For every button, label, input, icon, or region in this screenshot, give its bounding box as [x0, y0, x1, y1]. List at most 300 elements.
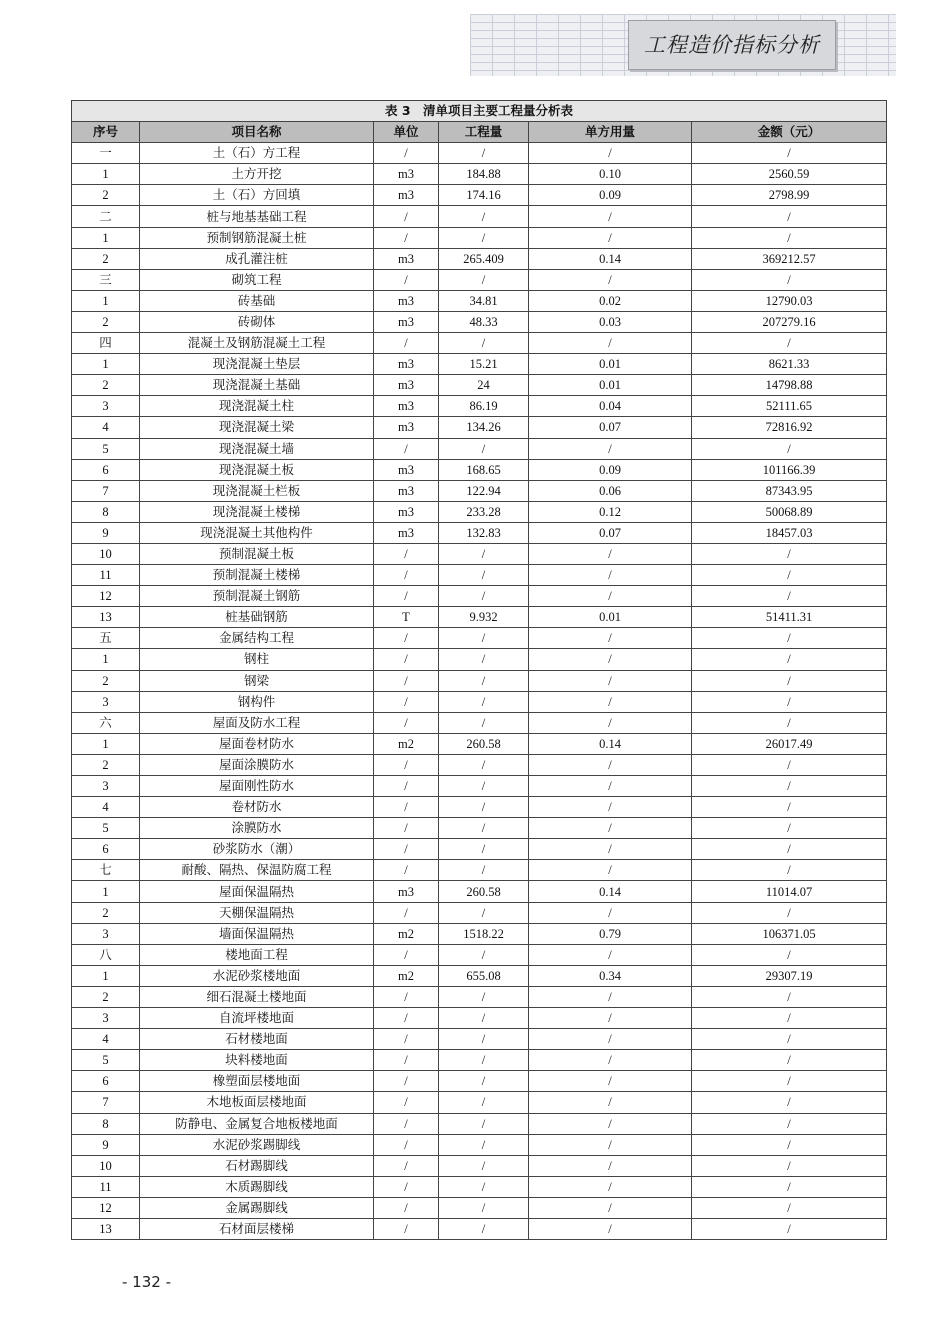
cell-unit: /: [374, 1071, 439, 1092]
cell-index: 2: [72, 185, 140, 206]
cell-quantity: /: [439, 860, 529, 881]
cell-amount: /: [692, 1050, 887, 1071]
cell-amount: /: [692, 670, 887, 691]
cell-unit: m3: [374, 164, 439, 185]
cell-unit-usage: /: [529, 1197, 692, 1218]
cell-unit-usage: 0.01: [529, 607, 692, 628]
table-row: [72, 543, 887, 564]
cell-quantity: 134.26: [439, 417, 529, 438]
table-row: [72, 1092, 887, 1113]
table-row: [72, 248, 887, 269]
cell-amount: 11014.07: [692, 881, 887, 902]
table-row: [72, 965, 887, 986]
cell-unit: /: [374, 1218, 439, 1239]
cell-unit-usage: 0.01: [529, 354, 692, 375]
cell-amount: 207279.16: [692, 311, 887, 332]
cell-amount: /: [692, 438, 887, 459]
cell-unit-usage: /: [529, 438, 692, 459]
cell-unit: m2: [374, 733, 439, 754]
cell-unit: /: [374, 1113, 439, 1134]
cell-unit-usage: 0.02: [529, 290, 692, 311]
cell-unit: /: [374, 1134, 439, 1155]
cell-unit-usage: 0.07: [529, 522, 692, 543]
cell-item-name: 现浇混凝土基础: [140, 375, 374, 396]
cell-quantity: /: [439, 438, 529, 459]
table-row: [72, 417, 887, 438]
cell-unit: T: [374, 607, 439, 628]
table-row: [72, 670, 887, 691]
table-row: [72, 565, 887, 586]
cell-index: 13: [72, 1218, 140, 1239]
cell-amount: 2798.99: [692, 185, 887, 206]
cell-unit-usage: 0.09: [529, 185, 692, 206]
cell-item-name: 耐酸、隔热、保温防腐工程: [140, 860, 374, 881]
cell-item-name: 屋面涂膜防水: [140, 754, 374, 775]
table-row: [72, 986, 887, 1007]
cell-index: 13: [72, 607, 140, 628]
cell-amount: /: [692, 649, 887, 670]
cell-unit: /: [374, 797, 439, 818]
table-row: [72, 185, 887, 206]
cell-amount: /: [692, 586, 887, 607]
table-row: [72, 628, 887, 649]
cell-unit-usage: /: [529, 227, 692, 248]
cell-unit: m3: [374, 459, 439, 480]
cell-item-name: 现浇混凝土栏板: [140, 480, 374, 501]
cell-quantity: /: [439, 649, 529, 670]
cell-item-name: 木质踢脚线: [140, 1176, 374, 1197]
cell-unit: m3: [374, 375, 439, 396]
cell-item-name: 预制钢筋混凝土桩: [140, 227, 374, 248]
cell-unit-usage: /: [529, 565, 692, 586]
cell-index: 1: [72, 227, 140, 248]
cell-unit-usage: 0.06: [529, 480, 692, 501]
cell-quantity: /: [439, 333, 529, 354]
cell-amount: /: [692, 1218, 887, 1239]
cell-index: 3: [72, 776, 140, 797]
cell-index: 9: [72, 1134, 140, 1155]
table-row: [72, 818, 887, 839]
quantity-analysis-table: [71, 100, 887, 1240]
cell-amount: 51411.31: [692, 607, 887, 628]
cell-amount: /: [692, 1071, 887, 1092]
cell-unit: m3: [374, 290, 439, 311]
cell-amount: /: [692, 565, 887, 586]
cell-amount: /: [692, 902, 887, 923]
table-row: [72, 311, 887, 332]
cell-quantity: 174.16: [439, 185, 529, 206]
cell-index: 一: [72, 143, 140, 164]
cell-quantity: 24: [439, 375, 529, 396]
column-header-amount: 金额（元）: [692, 122, 887, 143]
cell-item-name: 桩与地基基础工程: [140, 206, 374, 227]
cell-index: 八: [72, 944, 140, 965]
cell-index: 六: [72, 712, 140, 733]
cell-index: 1: [72, 649, 140, 670]
table-caption: 表 3 清单项目主要工程量分析表: [72, 101, 887, 122]
cell-quantity: 260.58: [439, 733, 529, 754]
cell-quantity: /: [439, 902, 529, 923]
cell-item-name: 土（石）方工程: [140, 143, 374, 164]
cell-quantity: /: [439, 1092, 529, 1113]
cell-quantity: /: [439, 754, 529, 775]
cell-index: 4: [72, 417, 140, 438]
cell-index: 11: [72, 1176, 140, 1197]
cell-amount: 12790.03: [692, 290, 887, 311]
table-row: [72, 1218, 887, 1239]
cell-item-name: 墙面保温隔热: [140, 923, 374, 944]
cell-unit-usage: 0.04: [529, 396, 692, 417]
cell-unit-usage: /: [529, 860, 692, 881]
cell-index: 七: [72, 860, 140, 881]
cell-quantity: /: [439, 1050, 529, 1071]
cell-quantity: /: [439, 565, 529, 586]
cell-amount: 87343.95: [692, 480, 887, 501]
table-row: [72, 1008, 887, 1029]
cell-unit: /: [374, 860, 439, 881]
cell-item-name: 预制混凝土板: [140, 543, 374, 564]
cell-unit-usage: 0.79: [529, 923, 692, 944]
cell-unit-usage: 0.14: [529, 248, 692, 269]
cell-unit: m2: [374, 923, 439, 944]
cell-item-name: 现浇混凝土垫层: [140, 354, 374, 375]
table-row: [72, 459, 887, 480]
cell-item-name: 屋面及防水工程: [140, 712, 374, 733]
cell-quantity: 265.409: [439, 248, 529, 269]
cell-amount: 2560.59: [692, 164, 887, 185]
cell-unit-usage: /: [529, 628, 692, 649]
cell-index: 8: [72, 1113, 140, 1134]
column-header-item-name: 项目名称: [140, 122, 374, 143]
cell-unit: /: [374, 776, 439, 797]
table-row: [72, 375, 887, 396]
cell-unit: /: [374, 438, 439, 459]
cell-item-name: 橡塑面层楼地面: [140, 1071, 374, 1092]
section-title: 工程造价指标分析: [628, 20, 836, 70]
cell-quantity: /: [439, 628, 529, 649]
cell-index: 1: [72, 881, 140, 902]
cell-index: 9: [72, 522, 140, 543]
cell-index: 1: [72, 290, 140, 311]
cell-unit: /: [374, 944, 439, 965]
cell-quantity: /: [439, 1155, 529, 1176]
cell-item-name: 现浇混凝土其他构件: [140, 522, 374, 543]
cell-unit-usage: /: [529, 902, 692, 923]
cell-item-name: 现浇混凝土柱: [140, 396, 374, 417]
cell-amount: 101166.39: [692, 459, 887, 480]
cell-index: 6: [72, 459, 140, 480]
cell-index: 4: [72, 797, 140, 818]
cell-index: 1: [72, 733, 140, 754]
table-row: [72, 1029, 887, 1050]
cell-quantity: /: [439, 944, 529, 965]
cell-unit-usage: /: [529, 1176, 692, 1197]
cell-index: 5: [72, 1050, 140, 1071]
cell-unit-usage: /: [529, 776, 692, 797]
cell-amount: /: [692, 543, 887, 564]
cell-index: 7: [72, 480, 140, 501]
cell-unit-usage: /: [529, 543, 692, 564]
column-header-quantity: 工程量: [439, 122, 529, 143]
cell-item-name: 金属结构工程: [140, 628, 374, 649]
cell-item-name: 屋面保温隔热: [140, 881, 374, 902]
cell-unit: /: [374, 227, 439, 248]
cell-quantity: 132.83: [439, 522, 529, 543]
table-row: [72, 227, 887, 248]
cell-amount: /: [692, 797, 887, 818]
cell-amount: 72816.92: [692, 417, 887, 438]
cell-quantity: /: [439, 1197, 529, 1218]
table-row: [72, 480, 887, 501]
cell-unit-usage: 0.09: [529, 459, 692, 480]
cell-amount: /: [692, 691, 887, 712]
cell-quantity: 184.88: [439, 164, 529, 185]
cell-index: 6: [72, 1071, 140, 1092]
cell-item-name: 屋面卷材防水: [140, 733, 374, 754]
table-row: [72, 1176, 887, 1197]
cell-unit: /: [374, 586, 439, 607]
table-row: [72, 733, 887, 754]
cell-unit-usage: 0.14: [529, 881, 692, 902]
cell-item-name: 现浇混凝土墙: [140, 438, 374, 459]
cell-quantity: /: [439, 797, 529, 818]
cell-index: 11: [72, 565, 140, 586]
cell-amount: /: [692, 1176, 887, 1197]
cell-quantity: /: [439, 543, 529, 564]
cell-unit-usage: /: [529, 586, 692, 607]
cell-amount: /: [692, 776, 887, 797]
cell-index: 12: [72, 1197, 140, 1218]
cell-unit-usage: /: [529, 649, 692, 670]
cell-index: 7: [72, 1092, 140, 1113]
cell-unit-usage: /: [529, 1071, 692, 1092]
table-row: [72, 881, 887, 902]
cell-quantity: 48.33: [439, 311, 529, 332]
cell-item-name: 混凝土及钢筋混凝土工程: [140, 333, 374, 354]
cell-amount: 52111.65: [692, 396, 887, 417]
table-row: [72, 1155, 887, 1176]
cell-amount: /: [692, 986, 887, 1007]
cell-unit-usage: /: [529, 839, 692, 860]
cell-item-name: 土（石）方回填: [140, 185, 374, 206]
cell-item-name: 桩基础钢筋: [140, 607, 374, 628]
cell-quantity: /: [439, 586, 529, 607]
cell-unit-usage: /: [529, 1029, 692, 1050]
cell-index: 1: [72, 965, 140, 986]
cell-unit-usage: /: [529, 333, 692, 354]
cell-unit: m3: [374, 522, 439, 543]
cell-amount: 18457.03: [692, 522, 887, 543]
cell-unit-usage: /: [529, 206, 692, 227]
cell-amount: /: [692, 206, 887, 227]
cell-quantity: 9.932: [439, 607, 529, 628]
cell-index: 三: [72, 269, 140, 290]
table-row: [72, 1113, 887, 1134]
cell-quantity: /: [439, 1176, 529, 1197]
cell-unit: m3: [374, 311, 439, 332]
table-row: [72, 902, 887, 923]
cell-quantity: /: [439, 1071, 529, 1092]
table-row: [72, 1197, 887, 1218]
cell-unit: m2: [374, 965, 439, 986]
cell-item-name: 砂浆防水（潮）: [140, 839, 374, 860]
cell-amount: /: [692, 628, 887, 649]
cell-index: 8: [72, 501, 140, 522]
cell-item-name: 天棚保温隔热: [140, 902, 374, 923]
cell-amount: /: [692, 712, 887, 733]
cell-unit: /: [374, 670, 439, 691]
cell-amount: 14798.88: [692, 375, 887, 396]
table-row: [72, 860, 887, 881]
cell-index: 3: [72, 923, 140, 944]
cell-quantity: /: [439, 206, 529, 227]
cell-unit-usage: /: [529, 1155, 692, 1176]
table-row: [72, 143, 887, 164]
cell-index: 五: [72, 628, 140, 649]
cell-index: 2: [72, 986, 140, 1007]
cell-amount: /: [692, 1134, 887, 1155]
cell-index: 2: [72, 311, 140, 332]
cell-unit-usage: 0.10: [529, 164, 692, 185]
table-row: [72, 691, 887, 712]
cell-item-name: 钢柱: [140, 649, 374, 670]
cell-unit: /: [374, 206, 439, 227]
cell-index: 3: [72, 396, 140, 417]
cell-item-name: 木地板面层楼地面: [140, 1092, 374, 1113]
cell-unit: m3: [374, 354, 439, 375]
table-row: [72, 438, 887, 459]
cell-item-name: 石材踢脚线: [140, 1155, 374, 1176]
cell-item-name: 细石混凝土楼地面: [140, 986, 374, 1007]
cell-quantity: /: [439, 712, 529, 733]
cell-unit: m3: [374, 501, 439, 522]
cell-unit: /: [374, 1155, 439, 1176]
cell-quantity: 1518.22: [439, 923, 529, 944]
cell-item-name: 预制混凝土钢筋: [140, 586, 374, 607]
cell-unit: /: [374, 333, 439, 354]
cell-amount: /: [692, 1092, 887, 1113]
column-header-unit-usage: 单方用量: [529, 122, 692, 143]
cell-quantity: 655.08: [439, 965, 529, 986]
cell-quantity: /: [439, 691, 529, 712]
cell-unit: m3: [374, 417, 439, 438]
table-row: [72, 586, 887, 607]
cell-amount: /: [692, 839, 887, 860]
cell-amount: /: [692, 944, 887, 965]
table-row: [72, 522, 887, 543]
cell-index: 二: [72, 206, 140, 227]
cell-quantity: 260.58: [439, 881, 529, 902]
cell-quantity: 34.81: [439, 290, 529, 311]
table-row: [72, 797, 887, 818]
cell-unit: /: [374, 754, 439, 775]
cell-quantity: /: [439, 776, 529, 797]
table-row: [72, 649, 887, 670]
cell-amount: 8621.33: [692, 354, 887, 375]
cell-index: 四: [72, 333, 140, 354]
cell-unit: /: [374, 1050, 439, 1071]
cell-unit: /: [374, 628, 439, 649]
cell-item-name: 石材面层楼梯: [140, 1218, 374, 1239]
cell-item-name: 水泥砂浆踢脚线: [140, 1134, 374, 1155]
cell-index: 1: [72, 164, 140, 185]
cell-unit-usage: /: [529, 712, 692, 733]
cell-index: 5: [72, 818, 140, 839]
cell-index: 5: [72, 438, 140, 459]
cell-item-name: 成孔灌注桩: [140, 248, 374, 269]
cell-quantity: 168.65: [439, 459, 529, 480]
table-row: [72, 1050, 887, 1071]
cell-unit-usage: /: [529, 986, 692, 1007]
cell-unit: /: [374, 839, 439, 860]
cell-unit-usage: 0.12: [529, 501, 692, 522]
cell-index: 3: [72, 691, 140, 712]
cell-index: 2: [72, 375, 140, 396]
cell-quantity: 86.19: [439, 396, 529, 417]
table-row: [72, 712, 887, 733]
cell-unit: m3: [374, 881, 439, 902]
table-row: [72, 396, 887, 417]
cell-amount: /: [692, 1029, 887, 1050]
cell-amount: 106371.05: [692, 923, 887, 944]
cell-index: 10: [72, 1155, 140, 1176]
cell-item-name: 现浇混凝土楼梯: [140, 501, 374, 522]
cell-index: 6: [72, 839, 140, 860]
cell-amount: /: [692, 754, 887, 775]
cell-index: 2: [72, 902, 140, 923]
cell-unit-usage: /: [529, 754, 692, 775]
cell-amount: 29307.19: [692, 965, 887, 986]
cell-unit-usage: /: [529, 1008, 692, 1029]
cell-amount: /: [692, 227, 887, 248]
cell-index: 4: [72, 1029, 140, 1050]
cell-unit-usage: 0.01: [529, 375, 692, 396]
cell-item-name: 现浇混凝土梁: [140, 417, 374, 438]
cell-quantity: /: [439, 143, 529, 164]
table-header-row: [72, 122, 887, 143]
cell-unit: /: [374, 269, 439, 290]
cell-item-name: 砖砌体: [140, 311, 374, 332]
table-row: [72, 944, 887, 965]
table-row: [72, 754, 887, 775]
cell-unit: /: [374, 1029, 439, 1050]
cell-amount: 26017.49: [692, 733, 887, 754]
cell-item-name: 预制混凝土楼梯: [140, 565, 374, 586]
cell-unit-usage: /: [529, 1113, 692, 1134]
cell-unit-usage: /: [529, 1050, 692, 1071]
cell-unit-usage: /: [529, 1218, 692, 1239]
cell-amount: /: [692, 1155, 887, 1176]
cell-amount: /: [692, 143, 887, 164]
cell-unit: /: [374, 986, 439, 1007]
cell-unit-usage: 0.07: [529, 417, 692, 438]
cell-unit: /: [374, 543, 439, 564]
cell-amount: 50068.89: [692, 501, 887, 522]
cell-index: 3: [72, 1008, 140, 1029]
cell-item-name: 钢构件: [140, 691, 374, 712]
cell-quantity: /: [439, 1008, 529, 1029]
cell-unit-usage: /: [529, 944, 692, 965]
cell-quantity: /: [439, 1218, 529, 1239]
cell-unit: /: [374, 712, 439, 733]
cell-amount: 369212.57: [692, 248, 887, 269]
cell-unit: m3: [374, 396, 439, 417]
table-row: [72, 776, 887, 797]
cell-item-name: 块料楼地面: [140, 1050, 374, 1071]
cell-unit: m3: [374, 185, 439, 206]
cell-quantity: /: [439, 670, 529, 691]
cell-unit: /: [374, 1008, 439, 1029]
